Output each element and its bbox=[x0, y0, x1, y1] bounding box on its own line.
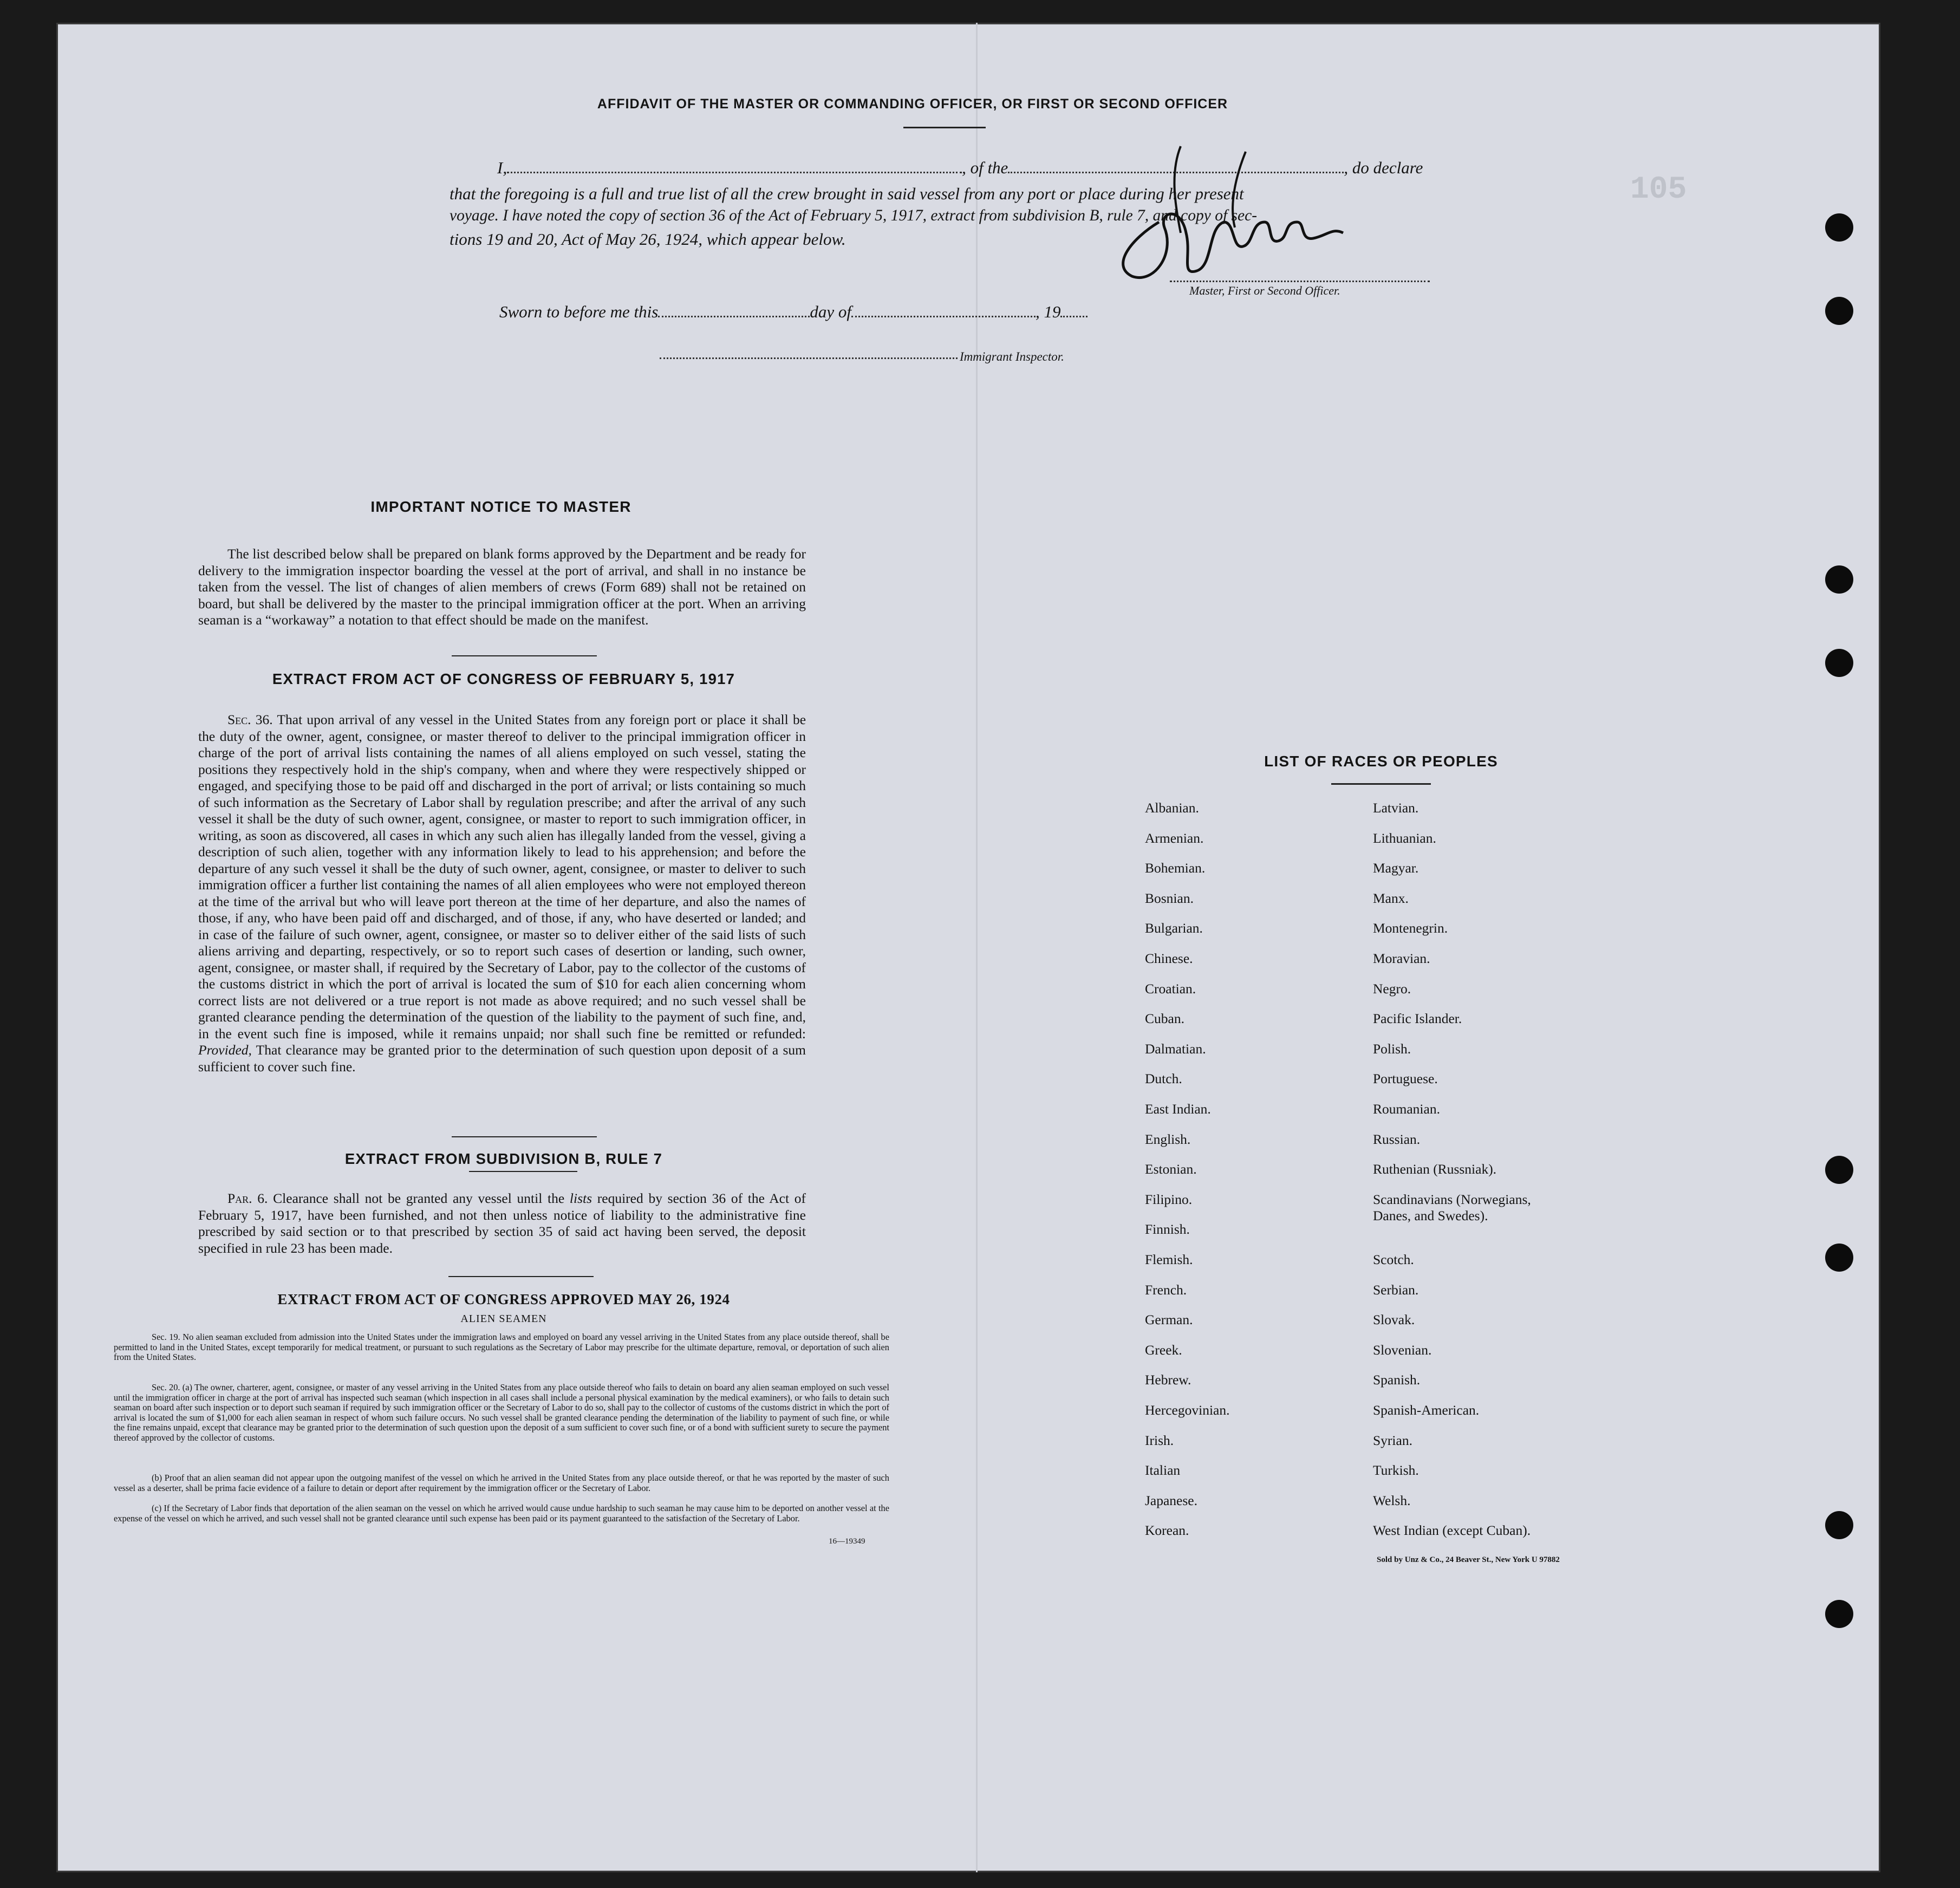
races-heading: LIST OF RACES OR PEOPLES bbox=[1264, 753, 1498, 770]
affidavit-of-the-label: , of the bbox=[962, 158, 1008, 177]
extract-1917-rule bbox=[452, 1136, 597, 1137]
race-item: German. bbox=[1145, 1312, 1193, 1327]
rule7-rule bbox=[448, 1276, 594, 1277]
punch-hole bbox=[1825, 1511, 1853, 1539]
affidavit-title-rule bbox=[903, 127, 986, 128]
notice-body: The list described below shall be prepared on blank forms approved by the Department and be ready for delivery to the immigration inspector boarding the vessel at the port of arrival, and shall in no instance be taken from the vessel. The list of changes of alien members of crews (Form 689) shall not be retained on board, but shall be delivered by the master to the principal immigration officer at the port. When an arriving seaman is a “workaway” a notation to that effect should be made on the manifest. bbox=[198, 546, 806, 628]
par6-label: Par. 6. bbox=[227, 1190, 268, 1206]
race-item: Irish. bbox=[1145, 1433, 1174, 1448]
printer-imprint: Sold by Unz & Co., 24 Beaver St., New York U 97882 bbox=[1377, 1555, 1560, 1564]
punch-hole bbox=[1825, 1156, 1853, 1184]
affidavit-line-2: that the foregoing is a full and true list of all the crew brought in said vessel from any port or place during her present bbox=[450, 184, 1244, 203]
race-item: Italian bbox=[1145, 1462, 1181, 1478]
race-item: Turkish. bbox=[1373, 1462, 1419, 1478]
race-item: Pacific Islander. bbox=[1373, 1011, 1462, 1026]
race-item: Portuguese. bbox=[1373, 1071, 1438, 1086]
punch-hole bbox=[1825, 1244, 1853, 1272]
race-item: Roumanian. bbox=[1373, 1101, 1440, 1117]
race-item: Magyar. bbox=[1373, 860, 1419, 876]
race-item: Negro. bbox=[1373, 981, 1411, 997]
form-number: 16—19349 bbox=[829, 1537, 865, 1546]
race-item: Moravian. bbox=[1373, 950, 1430, 966]
affidavit-line-3: voyage. I have noted the copy of section 36 of the Act of February 5, 1917, extract from subdivision B, rule 7, and copy of sec- bbox=[450, 207, 1258, 224]
sec20a-text: Sec. 20. (a) The owner, charterer, agent, consignee, or master of any vessel arriving in the United States from any place outside thereof who fails to detain on board any alien seaman employed on such vessel until the immigration officer in charge at the port of arrival has inspected such seaman (which inspection in all cases shall include a personal physical examination by the medical examiners), or who fails to detain such seaman on board after such inspection or to deport such seaman if required by such immigration officer or the Secretary of Labor to do so, shall pay to the collector of customs of the customs district in which the port of arrival is located the sum of $1,000 for each alien seaman in respect of whom such failure occurs. No such vessel shall be granted clearance pending the determination of the liability to payment of such fine, or while the fine remains unpaid, except that clearance may be granted prior to the determination of such question upon the deposit of a sum sufficient to cover such fine, or of a bond with sufficient surety to secure the payment thereof approved by the collector of customs. bbox=[114, 1382, 889, 1443]
race-item: Filipino. bbox=[1145, 1192, 1193, 1207]
day-of-label: day of bbox=[810, 302, 851, 321]
race-item: English. bbox=[1145, 1131, 1191, 1147]
race-item: Dutch. bbox=[1145, 1071, 1182, 1086]
par6-text-a: Clearance shall not be granted any vessel until the bbox=[273, 1190, 565, 1206]
punch-hole bbox=[1825, 649, 1853, 677]
sec19-text: Sec. 19. No alien seaman excluded from admission into the United States under the immigration laws and employed on board any vessel arriving in the United States from any place outside thereof, shall be permitted to land in the United States, except temporarily for medical treatment, or pursuant to such regulations as the Secretary of Labor may prescribe for the ultimate departure, removal, or deportation of such alien from the United States. bbox=[114, 1332, 889, 1363]
race-item: Japanese. bbox=[1145, 1493, 1197, 1508]
race-item: Hebrew. bbox=[1145, 1372, 1191, 1388]
race-item: Dalmatian. bbox=[1145, 1041, 1206, 1057]
punch-hole bbox=[1825, 297, 1853, 325]
race-item: Flemish. bbox=[1145, 1252, 1193, 1267]
signer-caption: Master, First or Second Officer. bbox=[1189, 284, 1340, 297]
race-item: West Indian (except Cuban). bbox=[1373, 1522, 1531, 1538]
bleed-through-page-number: 105 bbox=[1630, 172, 1687, 207]
race-item: Chinese. bbox=[1145, 950, 1193, 966]
affidavit-i-label: I, bbox=[497, 158, 507, 177]
sworn-month-blank bbox=[851, 304, 1036, 317]
race-item: Bosnian. bbox=[1145, 890, 1194, 906]
race-item: French. bbox=[1145, 1282, 1187, 1298]
race-item: Spanish-American. bbox=[1373, 1402, 1480, 1418]
races-heading-rule bbox=[1331, 783, 1431, 785]
race-item: Finnish. bbox=[1145, 1221, 1190, 1237]
sec36-text: That upon arrival of any vessel in the United States from any foreign port or place it shall be the duty of the owner, agent, consignee, or master thereof to deliver to the principal immigration officer in charge of the port of arrival lists containing the names of all aliens employed on such vessel, stating the positions they respectively hold in the ship's company, when and where they were respectively shipped or engaged, and specifying those to be paid off and discharged in the port of arrival; or lists containing so much of such information as the Secretary of Labor shall by regulation prescribe; and after the arrival of any such vessel it shall be the duty of such owner, agent, consignee, or master to report to such immigration officer, in writing, as soon as discovered, all cases in which any such alien has illegally landed from the vessel, giving a description of such alien, together with any information likely to lead to his apprehension; and before the departure of any such vessel it shall be the duty of such owner, agent, consignee, or master to deliver to such immigration officer a further list containing the names of all alien employees who were not employed thereon at the time of the arrival but who will leave port thereon at the time of her departure, and also the names of those, if any, who have been paid off and discharged, and of those, if any, who have deserted or landed; and in case of the failure of such owner, agent, consignee, or master so to deliver either of the said lists of such aliens arriving and departing, respectively, or so to report such cases of desertion or landing, such owner, agent, consignee, or master shall, if required by the Secretary of Labor, pay to the collector of the customs of the customs district in which the port of arrival is located the sum of $10 for each alien concerning whom correct lists are not delivered or a true report is not made as above required; and no such vessel shall be granted clearance pending the determination of the question of the liability to the payment of such fine, and, in the event such fine is imposed, while it remains unpaid; nor shall such fine be remitted or refunded: bbox=[198, 712, 806, 1041]
sworn-line bbox=[499, 302, 1088, 322]
race-item: Slovak. bbox=[1373, 1312, 1415, 1327]
inspector-caption: Immigrant Inspector. bbox=[960, 350, 1064, 363]
sec20c-text: (c) If the Secretary of Labor finds that deportation of the alien seaman on the vessel on which he arrived would cause undue hardship to such seaman he may cause him to be deported on another vessel at the expense of the vessel on which he arrived, and such vessel shall not be granted clearance until such expense has been paid or its payment guaranteed to the satisfaction of the Secretary of Labor. bbox=[114, 1503, 889, 1524]
race-item: Hercegovinian. bbox=[1145, 1402, 1230, 1418]
race-item: Syrian. bbox=[1373, 1433, 1412, 1448]
punch-hole bbox=[1825, 213, 1853, 242]
race-item: Armenian. bbox=[1145, 830, 1204, 846]
race-item: Montenegrin. bbox=[1373, 920, 1448, 936]
race-item: East Indian. bbox=[1145, 1101, 1211, 1117]
race-item: Korean. bbox=[1145, 1522, 1189, 1538]
rule7-heading-rule bbox=[469, 1171, 577, 1172]
provided-label: Provided, bbox=[198, 1042, 252, 1058]
race-item: Manx. bbox=[1373, 890, 1409, 906]
name-blank bbox=[507, 160, 962, 173]
race-item: Latvian. bbox=[1373, 800, 1419, 816]
affidavit-declare-label: , do declare bbox=[1344, 158, 1423, 177]
races-left-column bbox=[1145, 800, 1362, 1558]
par6-text-b: required by section 36 of the Act of February 5, 1917, have been furnished, and not then unless notice of liability to the administrative fine prescribed by said section or to that prescribed by section 35 of said act having been served, the deposit specified in rule 23 has been made. bbox=[198, 1190, 806, 1256]
sworn-year-blank bbox=[1060, 304, 1088, 317]
race-item: Scotch. bbox=[1373, 1252, 1414, 1267]
extract-1924-heading: EXTRACT FROM ACT OF CONGRESS APPROVED MAY 26, 1924 bbox=[277, 1291, 730, 1307]
race-item: Greek. bbox=[1145, 1342, 1182, 1358]
race-item: Serbian. bbox=[1373, 1282, 1419, 1298]
race-item: Slovenian. bbox=[1373, 1342, 1432, 1358]
lists-word: lists bbox=[569, 1190, 592, 1206]
rule7-heading: EXTRACT FROM SUBDIVISION B, RULE 7 bbox=[344, 1150, 663, 1167]
race-item: Scandinavians (Norwegians, Danes, and Swedes). bbox=[1373, 1192, 1531, 1223]
sec36-text-end: That clearance may be granted prior to the determination of such question upon deposit of a sum sufficient to cover such fine. bbox=[198, 1042, 806, 1075]
center-fold bbox=[976, 23, 978, 1872]
race-item: Polish. bbox=[1373, 1041, 1411, 1057]
affidavit-title: AFFIDAVIT OF THE MASTER OR COMMANDING OFFICER, OR FIRST OR SECOND OFFICER bbox=[597, 96, 1228, 112]
year-label: , 19 bbox=[1035, 302, 1061, 321]
punch-hole bbox=[1825, 1600, 1853, 1628]
extract-1917-heading: EXTRACT FROM ACT OF CONGRESS OF FEBRUARY 5, 1917 bbox=[272, 670, 735, 687]
extract-1917-body bbox=[198, 712, 806, 1075]
inspector-line bbox=[660, 346, 958, 359]
race-item: Ruthenian (Russniak). bbox=[1373, 1161, 1497, 1177]
affidavit-line-4: tions 19 and 20, Act of May 26, 1924, which appear below. bbox=[450, 230, 846, 249]
punch-hole bbox=[1825, 565, 1853, 594]
rule7-body bbox=[198, 1190, 806, 1257]
sworn-label: Sworn to before me this bbox=[499, 302, 659, 321]
race-item: Cuban. bbox=[1145, 1011, 1184, 1026]
signature-line bbox=[1170, 269, 1430, 282]
races-right-column bbox=[1373, 800, 1676, 1558]
race-item: Croatian. bbox=[1145, 981, 1196, 997]
notice-heading: IMPORTANT NOTICE TO MASTER bbox=[370, 498, 631, 515]
sec20b-text: (b) Proof that an alien seaman did not appear upon the outgoing manifest of the vessel on which he arrived in the United States from any place outside thereof, or that he was reported by the master of such vessel as a deserter, shall be prima facie evidence of a failure to detain or deport after requirement by the immigration officer or the Secretary of Labor. bbox=[114, 1473, 889, 1493]
sworn-day-blank bbox=[658, 304, 810, 317]
race-item: Spanish. bbox=[1373, 1372, 1421, 1388]
race-item: Russian. bbox=[1373, 1131, 1421, 1147]
notice-rule bbox=[452, 655, 597, 656]
sec36-label: Sec. 36. bbox=[227, 712, 273, 727]
race-item: Bulgarian. bbox=[1145, 920, 1203, 936]
race-item: Bohemian. bbox=[1145, 860, 1206, 876]
race-item: Estonian. bbox=[1145, 1161, 1197, 1177]
race-item: Welsh. bbox=[1373, 1493, 1411, 1508]
race-item: Lithuanian. bbox=[1373, 830, 1436, 846]
alien-seamen-subheading: ALIEN SEAMEN bbox=[460, 1313, 547, 1325]
race-item: Albanian. bbox=[1145, 800, 1199, 816]
